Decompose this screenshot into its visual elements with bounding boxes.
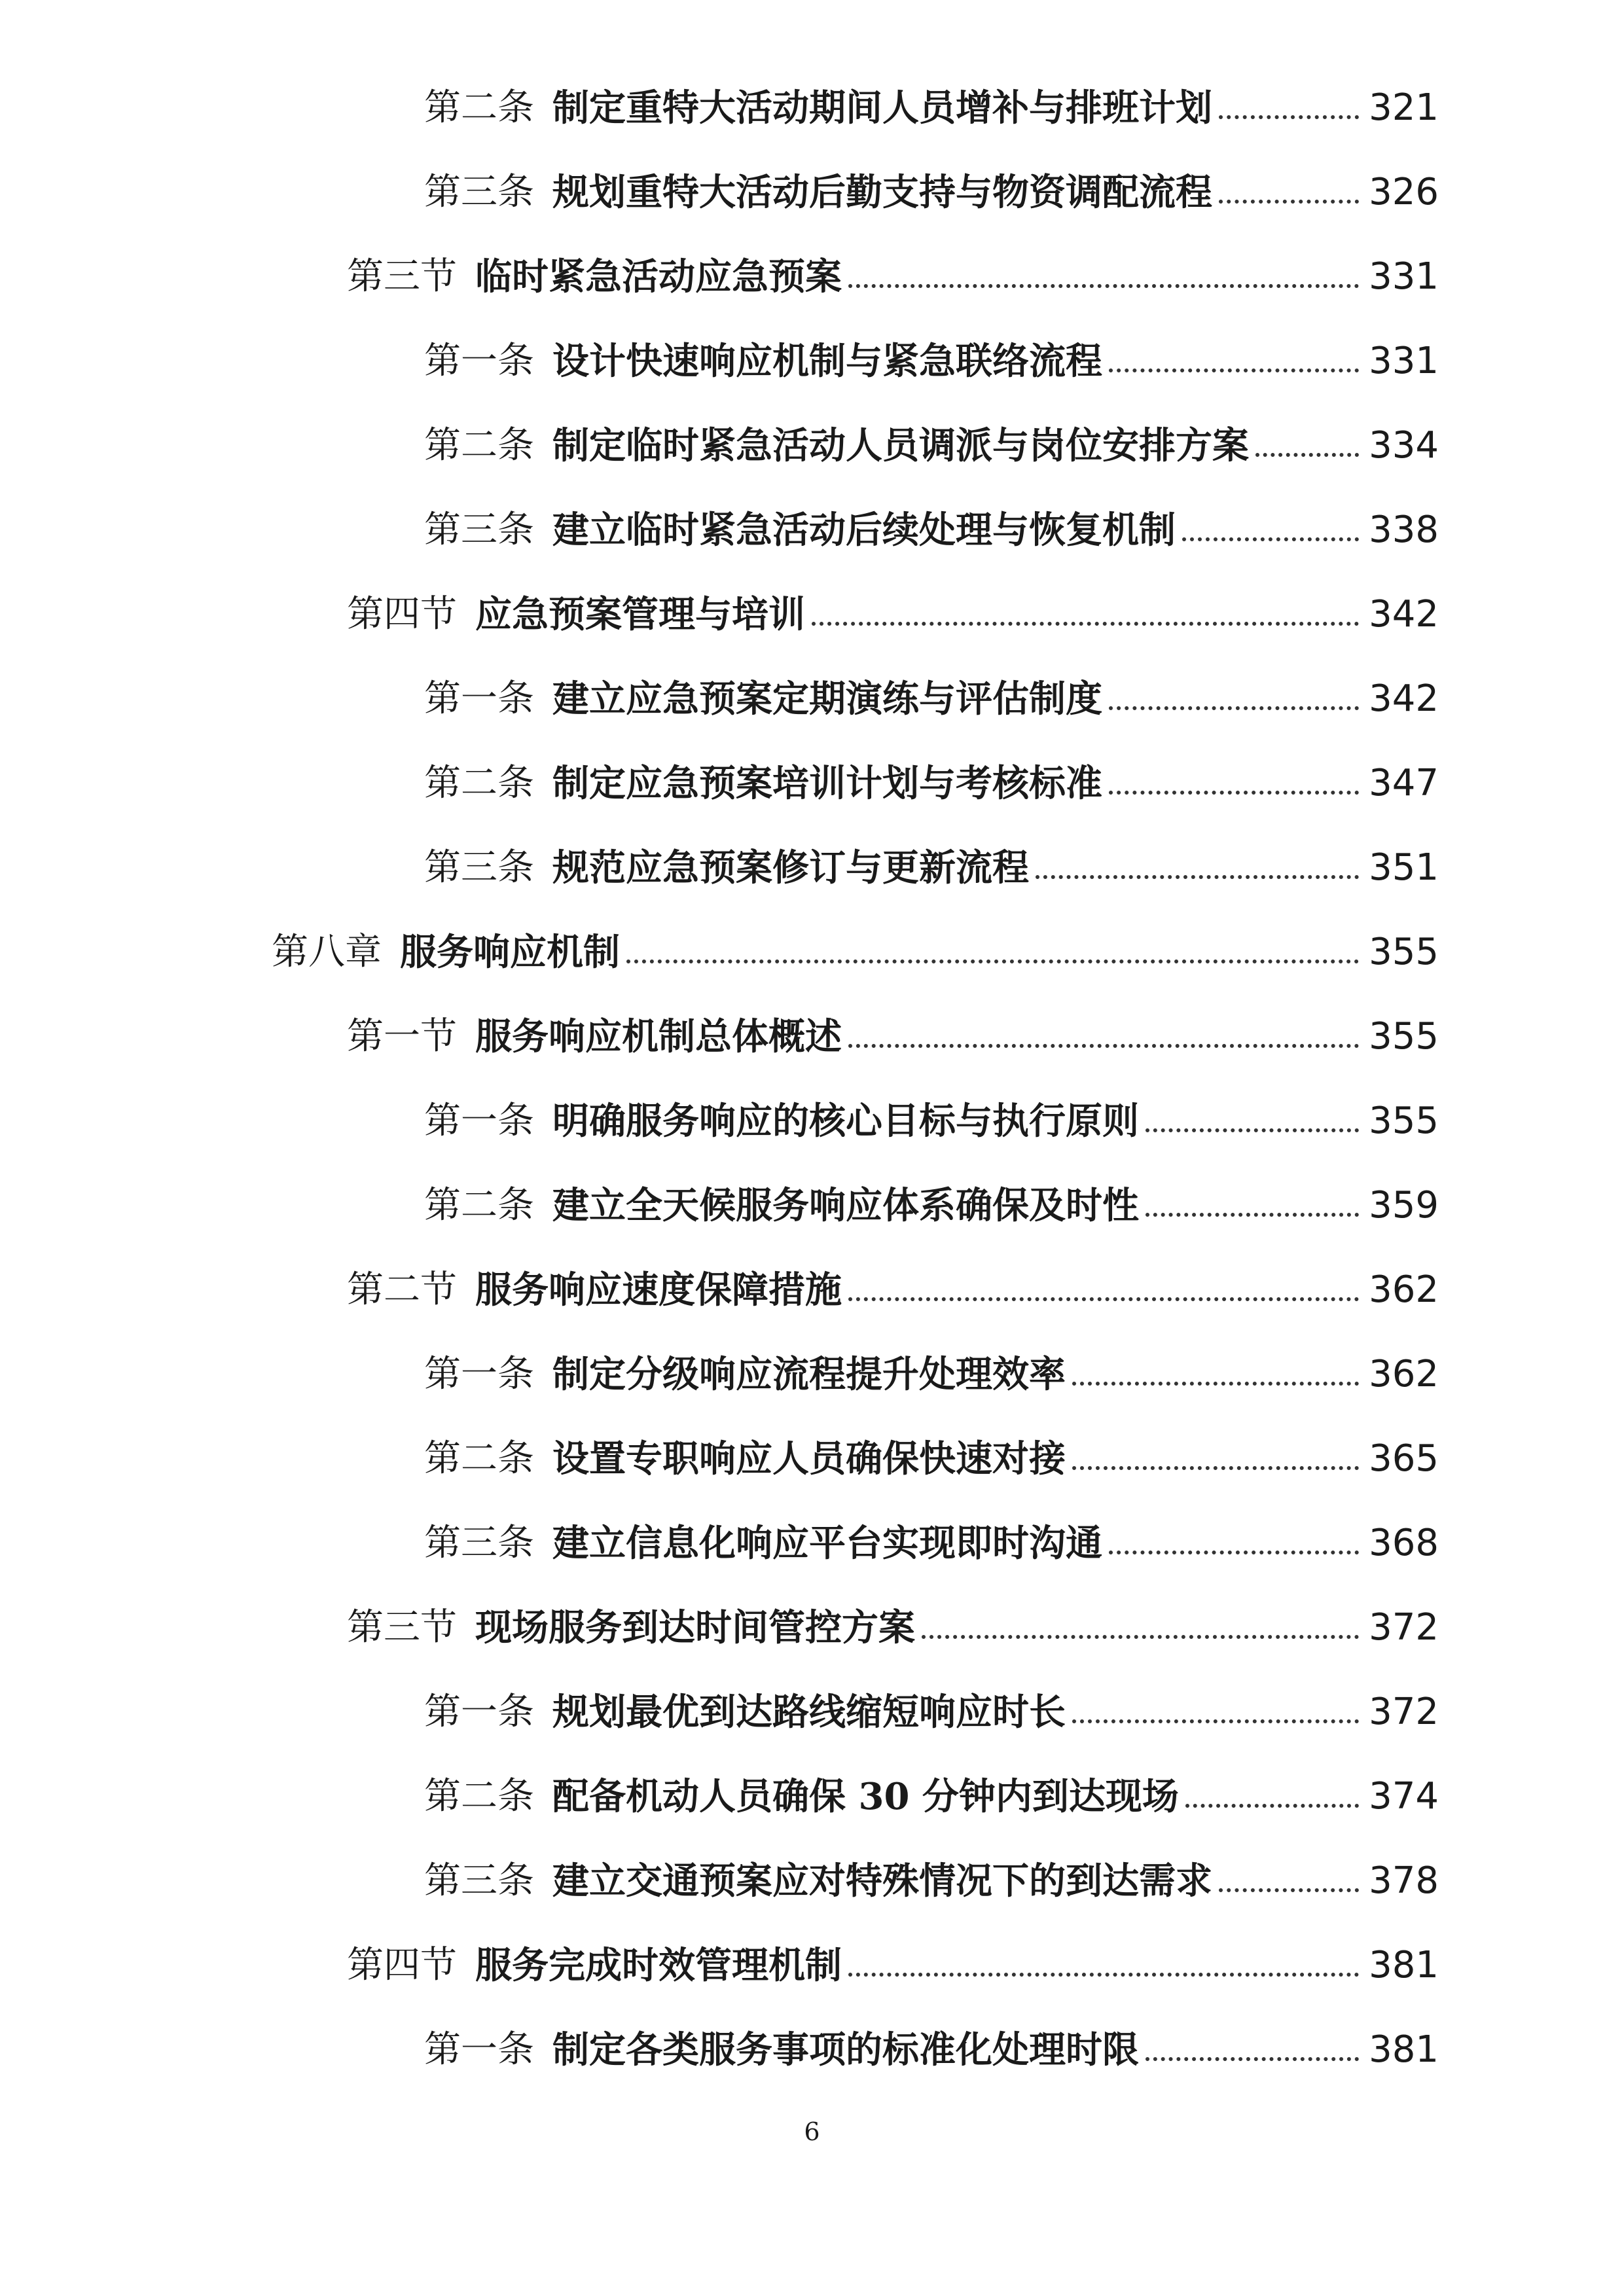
toc-entry-number: 第二条	[424, 86, 534, 129]
dot-leader	[1146, 1128, 1359, 1132]
dot-leader	[1109, 791, 1359, 795]
toc-entry-number: 第一条	[424, 1099, 534, 1142]
dot-leader	[922, 1635, 1359, 1639]
toc-entry-number: 第三条	[424, 170, 534, 213]
toc-entry-number: 第三条	[424, 1521, 534, 1564]
toc-entry-title: 规划重特大活动后勤支持与物资调配流程	[552, 170, 1212, 214]
toc-entry[interactable]	[0, 741, 1624, 825]
toc-entry-title: 规范应急预案修订与更新流程	[552, 846, 1029, 889]
toc-entry-number: 第一条	[424, 2028, 534, 2071]
toc-entry-title: 服务完成时效管理机制	[475, 1943, 842, 1987]
toc-entry-number: 第三条	[424, 846, 534, 889]
toc-entry-title: 制定临时紧急活动人员调派与岗位安排方案	[552, 423, 1249, 467]
dot-leader	[1146, 2057, 1359, 2061]
toc-entry-page: 355	[1369, 1099, 1439, 1142]
toc-entry-page: 342	[1369, 592, 1439, 636]
toc-entry-title: 配备机动人员确保 30 分钟内到达现场	[552, 1774, 1179, 1818]
dot-leader	[1219, 200, 1359, 204]
toc-entry-page: 355	[1369, 1014, 1439, 1058]
toc-entry[interactable]	[0, 1416, 1624, 1501]
toc-entry[interactable]	[0, 1754, 1624, 1839]
toc-entry[interactable]	[0, 1585, 1624, 1670]
toc-entry-number: 第二条	[424, 1183, 534, 1227]
toc-entry-page: 355	[1369, 930, 1439, 973]
toc-entry-title: 规划最优到达路线缩短响应时长	[552, 1690, 1066, 1734]
toc-entry-page: 368	[1369, 1521, 1439, 1564]
toc-entry[interactable]	[0, 825, 1624, 910]
dot-leader	[1109, 1551, 1359, 1554]
toc-entry[interactable]	[0, 1163, 1624, 1247]
toc-entry[interactable]	[0, 2007, 1624, 2092]
toc-entry-page: 347	[1369, 761, 1439, 804]
toc-entry-page: 372	[1369, 1690, 1439, 1733]
toc-entry-page: 338	[1369, 508, 1439, 551]
toc-entry-title: 服务响应机制总体概述	[475, 1014, 842, 1058]
toc-entry-number: 第一条	[424, 339, 534, 382]
toc-entry-page: 359	[1369, 1183, 1439, 1227]
toc-entry-page: 342	[1369, 677, 1439, 720]
toc-entry-title: 制定分级响应流程提升处理效率	[552, 1352, 1066, 1396]
dot-leader	[1072, 1719, 1359, 1723]
dot-leader	[848, 284, 1359, 288]
toc-entry-title: 建立应急预案定期演练与评估制度	[552, 677, 1102, 721]
dot-leader	[1255, 453, 1359, 457]
toc-entry-number: 第四节	[347, 1943, 457, 1986]
toc-entry-number: 第一条	[424, 677, 534, 720]
toc-entry-page: 381	[1369, 1943, 1439, 1986]
toc-entry-title: 服务响应速度保障措施	[475, 1268, 842, 1312]
toc-entry-number: 第一条	[424, 1352, 534, 1395]
page-number: 6	[804, 2117, 820, 2146]
dot-leader	[1036, 875, 1359, 879]
toc-entry[interactable]	[0, 994, 1624, 1079]
toc-entry-number: 第二条	[424, 1774, 534, 1818]
toc-entry[interactable]	[0, 319, 1624, 403]
toc-entry-title: 明确服务响应的核心目标与执行原则	[552, 1099, 1139, 1143]
toc-entry-title: 建立交通预案应对特殊情况下的到达需求	[552, 1859, 1212, 1903]
toc-entry[interactable]	[0, 1839, 1624, 1923]
dot-leader	[1072, 1466, 1359, 1470]
toc-entry-page: 381	[1369, 2028, 1439, 2071]
toc-entry-title: 建立全天候服务响应体系确保及时性	[552, 1183, 1139, 1227]
toc-entry[interactable]	[0, 1670, 1624, 1754]
toc-entry[interactable]	[0, 1923, 1624, 2007]
toc-entry-title: 现场服务到达时间管控方案	[475, 1605, 915, 1649]
toc-entry-page: 326	[1369, 170, 1439, 213]
toc-entry-page: 374	[1369, 1774, 1439, 1818]
toc-entry[interactable]	[0, 1079, 1624, 1163]
dot-leader	[848, 1044, 1359, 1048]
toc-entry-number: 第一节	[347, 1014, 457, 1058]
toc-entry-number: 第三条	[424, 1859, 534, 1902]
toc-entry-page: 365	[1369, 1437, 1439, 1480]
dot-leader	[1072, 1382, 1359, 1386]
dot-leader	[1109, 368, 1359, 372]
dot-leader	[1219, 115, 1359, 119]
toc-entry-title: 制定各类服务事项的标准化处理时限	[552, 2028, 1139, 2072]
dot-leader	[812, 622, 1359, 626]
dot-leader	[1182, 537, 1359, 541]
toc-entry-page: 362	[1369, 1352, 1439, 1395]
toc-entry-page: 331	[1369, 255, 1439, 298]
toc-entry[interactable]	[0, 65, 1624, 150]
toc-entry[interactable]	[0, 656, 1624, 741]
toc-entry-number: 第二节	[347, 1268, 457, 1311]
toc-entry-page: 331	[1369, 339, 1439, 382]
toc-entry-page: 351	[1369, 846, 1439, 889]
toc-entry-number: 第四节	[347, 592, 457, 636]
toc-entry-title: 设置专职响应人员确保快速对接	[552, 1437, 1066, 1480]
toc-entry-title: 建立信息化响应平台实现即时沟通	[552, 1521, 1102, 1565]
toc-entry-number: 第一条	[424, 1690, 534, 1733]
toc-entry[interactable]	[0, 1247, 1624, 1332]
toc-entry-number: 第二条	[424, 1437, 534, 1480]
table-of-contents	[0, 65, 1624, 2092]
toc-entry-title: 制定重特大活动期间人员增补与排班计划	[552, 86, 1212, 130]
toc-entry-number: 第二条	[424, 761, 534, 804]
toc-entry-number: 第三条	[424, 508, 534, 551]
dot-leader	[1185, 1804, 1359, 1808]
toc-entry[interactable]	[0, 1332, 1624, 1416]
toc-entry-title: 建立临时紧急活动后续处理与恢复机制	[552, 508, 1176, 552]
toc-entry[interactable]	[0, 403, 1624, 488]
toc-entry-title: 临时紧急活动应急预案	[475, 255, 842, 298]
dot-leader	[848, 1297, 1359, 1301]
toc-entry[interactable]	[0, 488, 1624, 572]
toc-entry-page: 321	[1369, 86, 1439, 129]
toc-entry[interactable]	[0, 1501, 1624, 1585]
dot-leader	[848, 1973, 1359, 1977]
toc-entry-page: 378	[1369, 1859, 1439, 1902]
toc-entry-title: 制定应急预案培训计划与考核标准	[552, 761, 1102, 805]
toc-entry[interactable]	[0, 234, 1624, 319]
dot-leader	[1219, 1888, 1359, 1892]
toc-entry[interactable]	[0, 572, 1624, 656]
dot-leader	[1109, 706, 1359, 710]
toc-entry-title: 服务响应机制	[400, 930, 620, 974]
toc-entry-title: 设计快速响应机制与紧急联络流程	[552, 339, 1102, 383]
toc-entry-number: 第三节	[347, 255, 457, 298]
dot-leader	[626, 960, 1359, 963]
toc-entry-number: 第二条	[424, 423, 534, 467]
toc-entry-page: 362	[1369, 1268, 1439, 1311]
toc-entry[interactable]	[0, 150, 1624, 234]
dot-leader	[1146, 1213, 1359, 1217]
toc-entry-page: 334	[1369, 423, 1439, 467]
toc-entry-page: 372	[1369, 1605, 1439, 1649]
toc-entry[interactable]	[0, 910, 1624, 994]
toc-entry-number: 第三节	[347, 1605, 457, 1649]
toc-entry-number: 第八章	[272, 930, 382, 973]
toc-entry-title: 应急预案管理与培训	[475, 592, 805, 636]
